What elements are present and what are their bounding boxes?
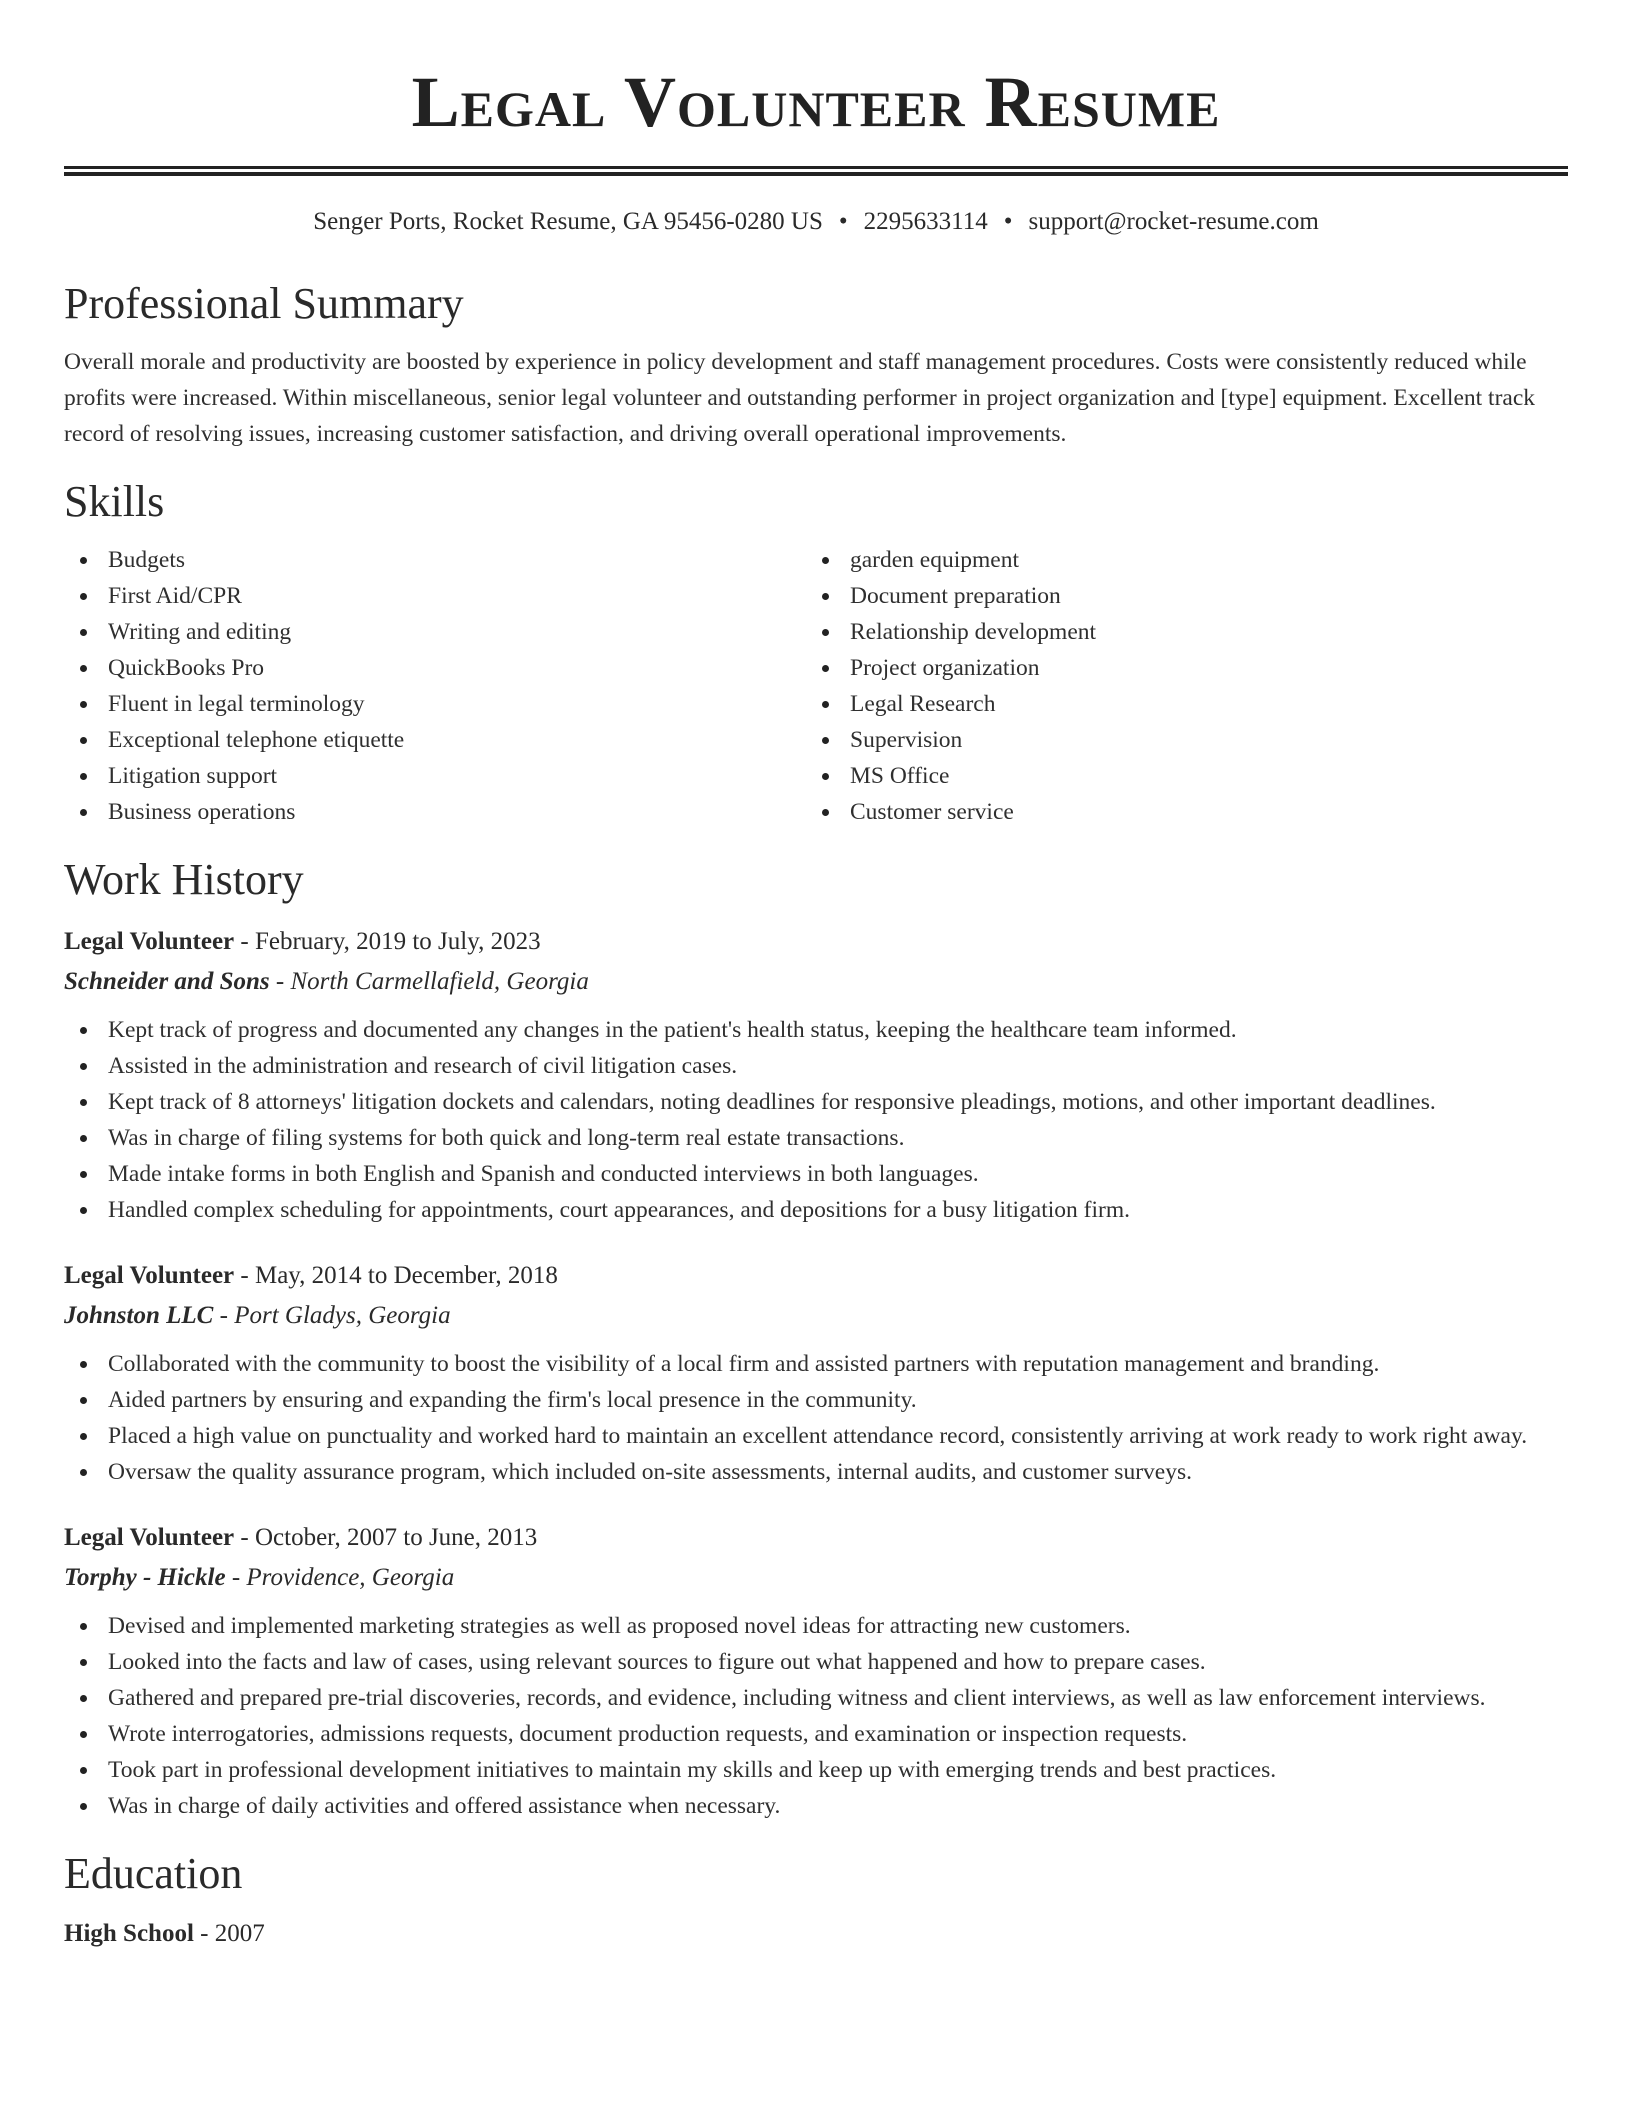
employer-line bbox=[64, 1560, 1568, 1596]
skill-item: garden equipment bbox=[806, 542, 1548, 578]
skill-item: Legal Research bbox=[806, 686, 1548, 722]
employer-name: Johnston LLC bbox=[64, 1302, 214, 1329]
education-entry bbox=[64, 1916, 1568, 1952]
employer-location: Providence, Georgia bbox=[246, 1564, 455, 1591]
resume-title: Legal Volunteer Resume bbox=[411, 62, 1221, 142]
job-entry bbox=[64, 924, 1568, 1228]
skill-item: Exceptional telephone etiquette bbox=[64, 722, 806, 758]
education-heading: Education bbox=[64, 1849, 243, 1898]
contact-address: Senger Ports, Rocket Resume, GA 95456-0280 US bbox=[313, 208, 823, 235]
title-double-rule bbox=[64, 166, 1568, 176]
duty-item: Collaborated with the community to boost the visibility of a local firm and assisted partners with reputation management and branding. bbox=[64, 1346, 1568, 1382]
duty-item: Looked into the facts and law of cases, using relevant sources to figure out what happened and how to prepare cases. bbox=[64, 1644, 1568, 1680]
job-title: Legal Volunteer bbox=[64, 1262, 235, 1289]
employer-location: North Carmellafield, Georgia bbox=[290, 968, 589, 995]
duty-item: Handled complex scheduling for appointments, court appearances, and depositions for a busy litigation firm. bbox=[64, 1192, 1568, 1228]
contact-phone: 2295633114 bbox=[863, 208, 988, 235]
skills-columns bbox=[64, 542, 1568, 830]
job-dates: May, 2014 to December, 2018 bbox=[254, 1262, 558, 1289]
contact-separator: • bbox=[838, 208, 848, 235]
job-joiner: - bbox=[234, 1262, 255, 1289]
duty-item: Made intake forms in both English and Spanish and conducted interviews in both languages. bbox=[64, 1156, 1568, 1192]
duty-item: Wrote interrogatories, admissions requests, document production requests, and examination or inspection requests. bbox=[64, 1716, 1568, 1752]
duty-item: Gathered and prepared pre-trial discoveries, records, and evidence, including witness and client interviews, as well as law enforcement interviews. bbox=[64, 1680, 1568, 1716]
skill-item: Fluent in legal terminology bbox=[64, 686, 806, 722]
job-title: Legal Volunteer bbox=[64, 1524, 235, 1551]
skill-item: Relationship development bbox=[806, 614, 1548, 650]
job-title-line bbox=[64, 1258, 1568, 1294]
duties-list bbox=[64, 1346, 1568, 1490]
skill-item: Litigation support bbox=[64, 758, 806, 794]
skill-item: Project organization bbox=[806, 650, 1548, 686]
duty-item: Devised and implemented marketing strategies as well as proposed novel ideas for attracting new customers. bbox=[64, 1608, 1568, 1644]
job-entry bbox=[64, 1258, 1568, 1490]
skills-heading: Skills bbox=[64, 477, 165, 526]
summary-heading: Professional Summary bbox=[64, 279, 464, 328]
summary-text: Overall morale and productivity are boosted by experience in policy development and staff management procedures. Costs were consistently reduced while profits were increased. Within miscellaneous, senior legal volunteer and outstanding performer in project organization and [type] equipment. Excellent track record of resolving issues, increasing customer satisfaction, and driving overall operational improvements. bbox=[64, 349, 1536, 447]
job-dates: February, 2019 to July, 2023 bbox=[254, 928, 541, 955]
employer-name: Schneider and Sons bbox=[64, 968, 270, 995]
skills-list-left bbox=[64, 542, 806, 830]
duties-list bbox=[64, 1608, 1568, 1824]
duty-item: Oversaw the quality assurance program, which included on-site assessments, internal audits, and customer surveys. bbox=[64, 1454, 1568, 1490]
contact-separator: • bbox=[1003, 208, 1013, 235]
duty-item: Took part in professional development initiatives to maintain my skills and keep up with emerging trends and best practices. bbox=[64, 1752, 1568, 1788]
skill-item: Writing and editing bbox=[64, 614, 806, 650]
skill-item: Budgets bbox=[64, 542, 806, 578]
job-joiner: - bbox=[234, 928, 255, 955]
job-dates: October, 2007 to June, 2013 bbox=[254, 1524, 538, 1551]
duty-item: Was in charge of daily activities and offered assistance when necessary. bbox=[64, 1788, 1568, 1824]
job-joiner: - bbox=[213, 1302, 235, 1329]
duty-item: Kept track of progress and documented any changes in the patient's health status, keeping the healthcare team informed. bbox=[64, 1012, 1568, 1048]
contact-email: support@rocket-resume.com bbox=[1028, 208, 1319, 235]
skill-item: MS Office bbox=[806, 758, 1548, 794]
skill-item: Supervision bbox=[806, 722, 1548, 758]
education-degree: High School bbox=[64, 1920, 194, 1947]
duty-item: Aided partners by ensuring and expanding the firm's local presence in the community. bbox=[64, 1382, 1568, 1418]
duty-item: Was in charge of filing systems for both quick and long-term real estate transactions. bbox=[64, 1120, 1568, 1156]
duties-list bbox=[64, 1012, 1568, 1228]
duty-item: Kept track of 8 attorneys' litigation dockets and calendars, noting deadlines for responsive pleadings, motions, and other important deadlines. bbox=[64, 1084, 1568, 1120]
work-history-heading: Work History bbox=[64, 855, 304, 904]
employer-location: Port Gladys, Georgia bbox=[234, 1302, 451, 1329]
employer-line bbox=[64, 964, 1568, 1000]
contact-line bbox=[64, 206, 1568, 238]
skill-item: Document preparation bbox=[806, 578, 1548, 614]
job-title-line bbox=[64, 1520, 1568, 1556]
employer-name: Torphy - Hickle bbox=[64, 1564, 226, 1591]
duty-item: Placed a high value on punctuality and worked hard to maintain an excellent attendance record, consistently arriving at work ready to work right away. bbox=[64, 1418, 1568, 1454]
employer-line bbox=[64, 1298, 1568, 1334]
job-joiner: - bbox=[269, 968, 291, 995]
job-joiner: - bbox=[225, 1564, 247, 1591]
job-title: Legal Volunteer bbox=[64, 928, 235, 955]
skill-item: First Aid/CPR bbox=[64, 578, 806, 614]
education-joiner: - bbox=[193, 1920, 215, 1947]
skill-item: QuickBooks Pro bbox=[64, 650, 806, 686]
work-history-list bbox=[64, 924, 1568, 1824]
job-title-line bbox=[64, 924, 1568, 960]
skill-item: Business operations bbox=[64, 794, 806, 830]
skill-item: Customer service bbox=[806, 794, 1548, 830]
job-joiner: - bbox=[234, 1524, 255, 1551]
job-entry bbox=[64, 1520, 1568, 1824]
duty-item: Assisted in the administration and research of civil litigation cases. bbox=[64, 1048, 1568, 1084]
skills-list-right bbox=[806, 542, 1548, 830]
education-year: 2007 bbox=[214, 1920, 265, 1947]
